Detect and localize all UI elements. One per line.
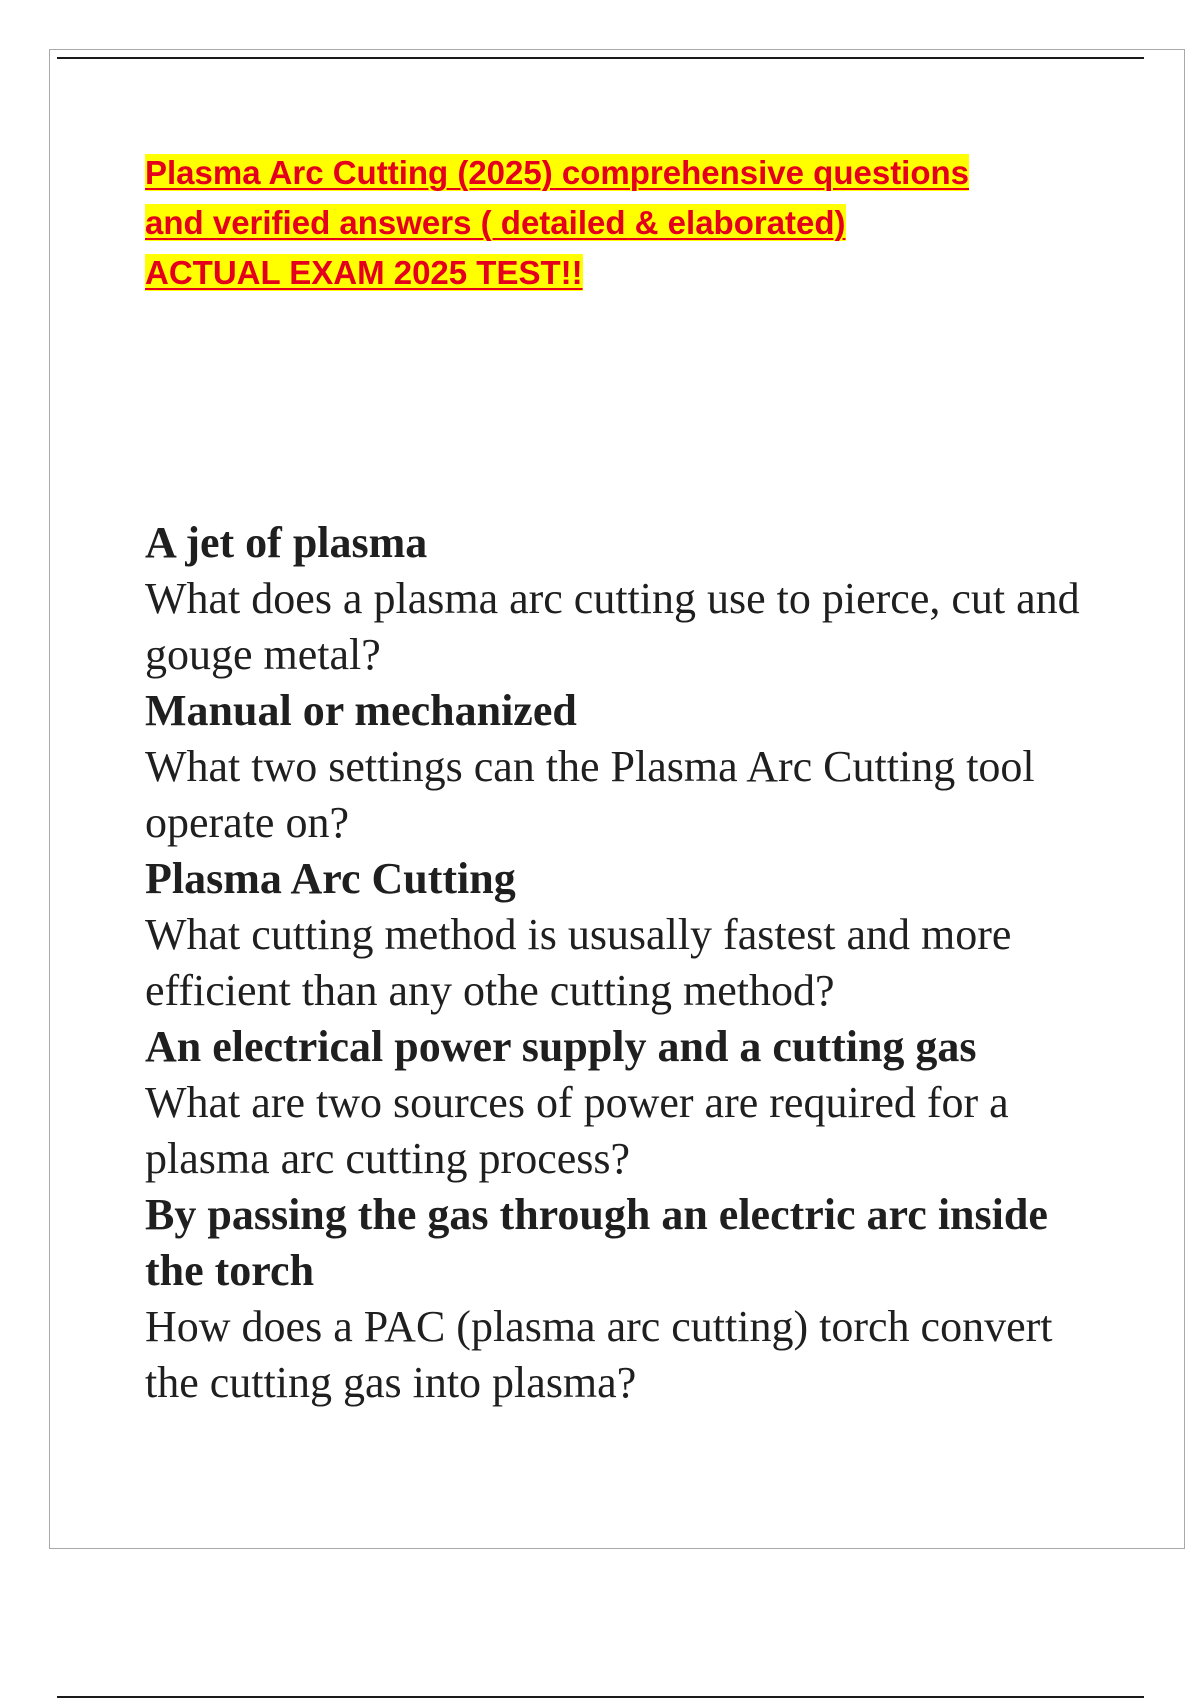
answer-text: Plasma Arc Cutting: [145, 854, 516, 903]
qa-item: [145, 515, 1085, 683]
qa-list: [145, 515, 1085, 1411]
question-text: How does a PAC (plasma arc cutting) torch convert the cutting gas into plasma?: [145, 1302, 1053, 1407]
question-text: What does a plasma arc cutting use to pierce, cut and gouge metal?: [145, 574, 1080, 679]
title-line: Plasma Arc Cutting (2025) comprehensive questions: [145, 154, 970, 191]
bottom-rule: [57, 1696, 1144, 1698]
title-line: and verified answers ( detailed & elaborated): [145, 204, 846, 241]
qa-item: [145, 1187, 1085, 1411]
question-text: What cutting method is ususally fastest and more efficient than any othe cutting method?: [145, 910, 1012, 1015]
qa-item: [145, 1019, 1085, 1187]
question-text: What are two sources of power are required for a plasma arc cutting process?: [145, 1078, 1009, 1183]
answer-text: By passing the gas through an electric arc inside the torch: [145, 1190, 1048, 1295]
answer-text: Manual or mechanized: [145, 686, 577, 735]
answer-text: An electrical power supply and a cutting gas: [145, 1022, 977, 1071]
top-rule: [57, 57, 1144, 59]
qa-item: [145, 851, 1085, 1019]
question-text: What two settings can the Plasma Arc Cutting tool operate on?: [145, 742, 1035, 847]
title-line: ACTUAL EXAM 2025 TEST!!: [145, 254, 583, 291]
answer-text: A jet of plasma: [145, 518, 428, 567]
qa-item: [145, 683, 1085, 851]
document-title: [145, 148, 1065, 298]
